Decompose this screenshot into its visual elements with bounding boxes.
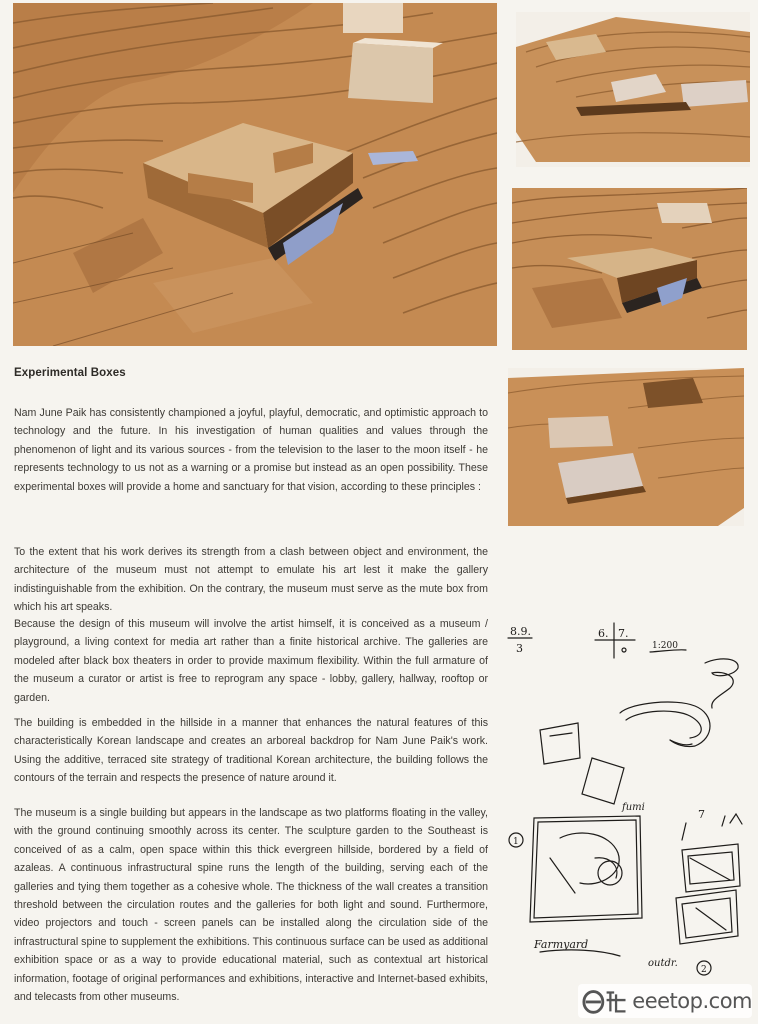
watermark-text: eeetop.com	[632, 989, 752, 1013]
sketch-label-fumi: fumi	[622, 802, 645, 813]
sketch-drawing	[500, 618, 758, 988]
model-photo-top-view	[516, 12, 750, 167]
model-photo-aerial-view	[508, 368, 744, 526]
sketch-label-circle-2: 2	[701, 965, 707, 975]
model-photo-front-view	[512, 188, 747, 350]
paragraph-principle-3: The building is embedded in the hillside in a manner that enhances the natural features of this characteristically Korean landscape and creates an arboreal backdrop for Nam June Paik's work. Using the additive, terraced site strategy of traditional Korean architecture, the building follows the contours of the terrain and respects the presence of nature around it.	[14, 717, 488, 785]
sketch-label-outdr: outdr.	[648, 958, 678, 969]
paragraph-principle-1: To the extent that his work derives its strength from a clash between object and environment, the architecture of the museum must not attempt to emulate his art lest it make the gallery indistinguishable from the exhibition. On the contrary, the museum must serve as the mute box from which his art speaks.	[14, 546, 488, 614]
paragraph-intro: Nam June Paik has consistently championed a joyful, playful, democratic, and optimistic approach to technology and the future. In his investigation of human qualities and values through the phenomenon of light and its various sources - from the television to the laser to the moon itself - he represents technology to us not as a warning or a promise but instead as an open possibility. These experimental boxes will provide a home and sanctuary for that vision, according to these principles :	[14, 407, 488, 493]
sketch-scale: 1:200	[652, 641, 678, 651]
thumb-1-illustration	[516, 12, 750, 167]
thumb-3-illustration	[508, 368, 744, 526]
sketch-note-bottom: 3	[516, 642, 523, 655]
main-model-photo	[13, 3, 497, 346]
model-terrain-illustration	[13, 3, 497, 346]
sketch-label-7: 7	[698, 808, 705, 821]
site-watermark	[578, 984, 752, 1018]
sketch-note-left: 6.	[598, 627, 609, 640]
sketch-label-circle-1: 1	[513, 837, 519, 847]
paragraph-principle-2: Because the design of this museum will involve the artist himself, it is conceived as a museum / playground, a living context for media art rather than a finite historical archive. The galleries are modeled after black box theaters in order to provide maximum flexibility. Within the full armature of the museum a curator or artist is free to reprogram any space - lobby, gallery, hallway, rooftop or garden.	[14, 618, 488, 704]
thumb-2-illustration	[512, 188, 747, 350]
paragraph-building-description: The museum is a single building but appears in the landscape as two platforms floating in the valley, with the ground continuing smoothly across its center. The sculpture garden to the Southeast is conceived of as a calm, open space within this thick evergreen hillside, bordered by a field of azaleas. A continuous infrastructural spine runs the length of the building, serving each of the galleries and tying them together as a cohesive whole. The thickness of the wall creates a transition threshold between the circulation routes and the galleries for both light and sound. Furthermore, video projectors and touch - screen panels can be installed along the circulation side of the infrastructural spine to supplement the exhibitions. This continuous surface can be used as additional exhibition space or as a way to provide educational material, such as contextual art historical information, footage of original performances and exhibitions, interactive and Internet-based exhibits, and telecasts from other museums.	[14, 807, 488, 1004]
sketch-label-farmyard: Farmyard	[534, 938, 589, 951]
eeetop-logo-icon	[582, 986, 629, 1016]
section-title: Experimental Boxes	[14, 367, 126, 379]
concept-sketch	[500, 618, 758, 988]
sketch-note-right: 7.	[618, 627, 629, 640]
sketch-note-top: 8.9.	[510, 625, 531, 638]
